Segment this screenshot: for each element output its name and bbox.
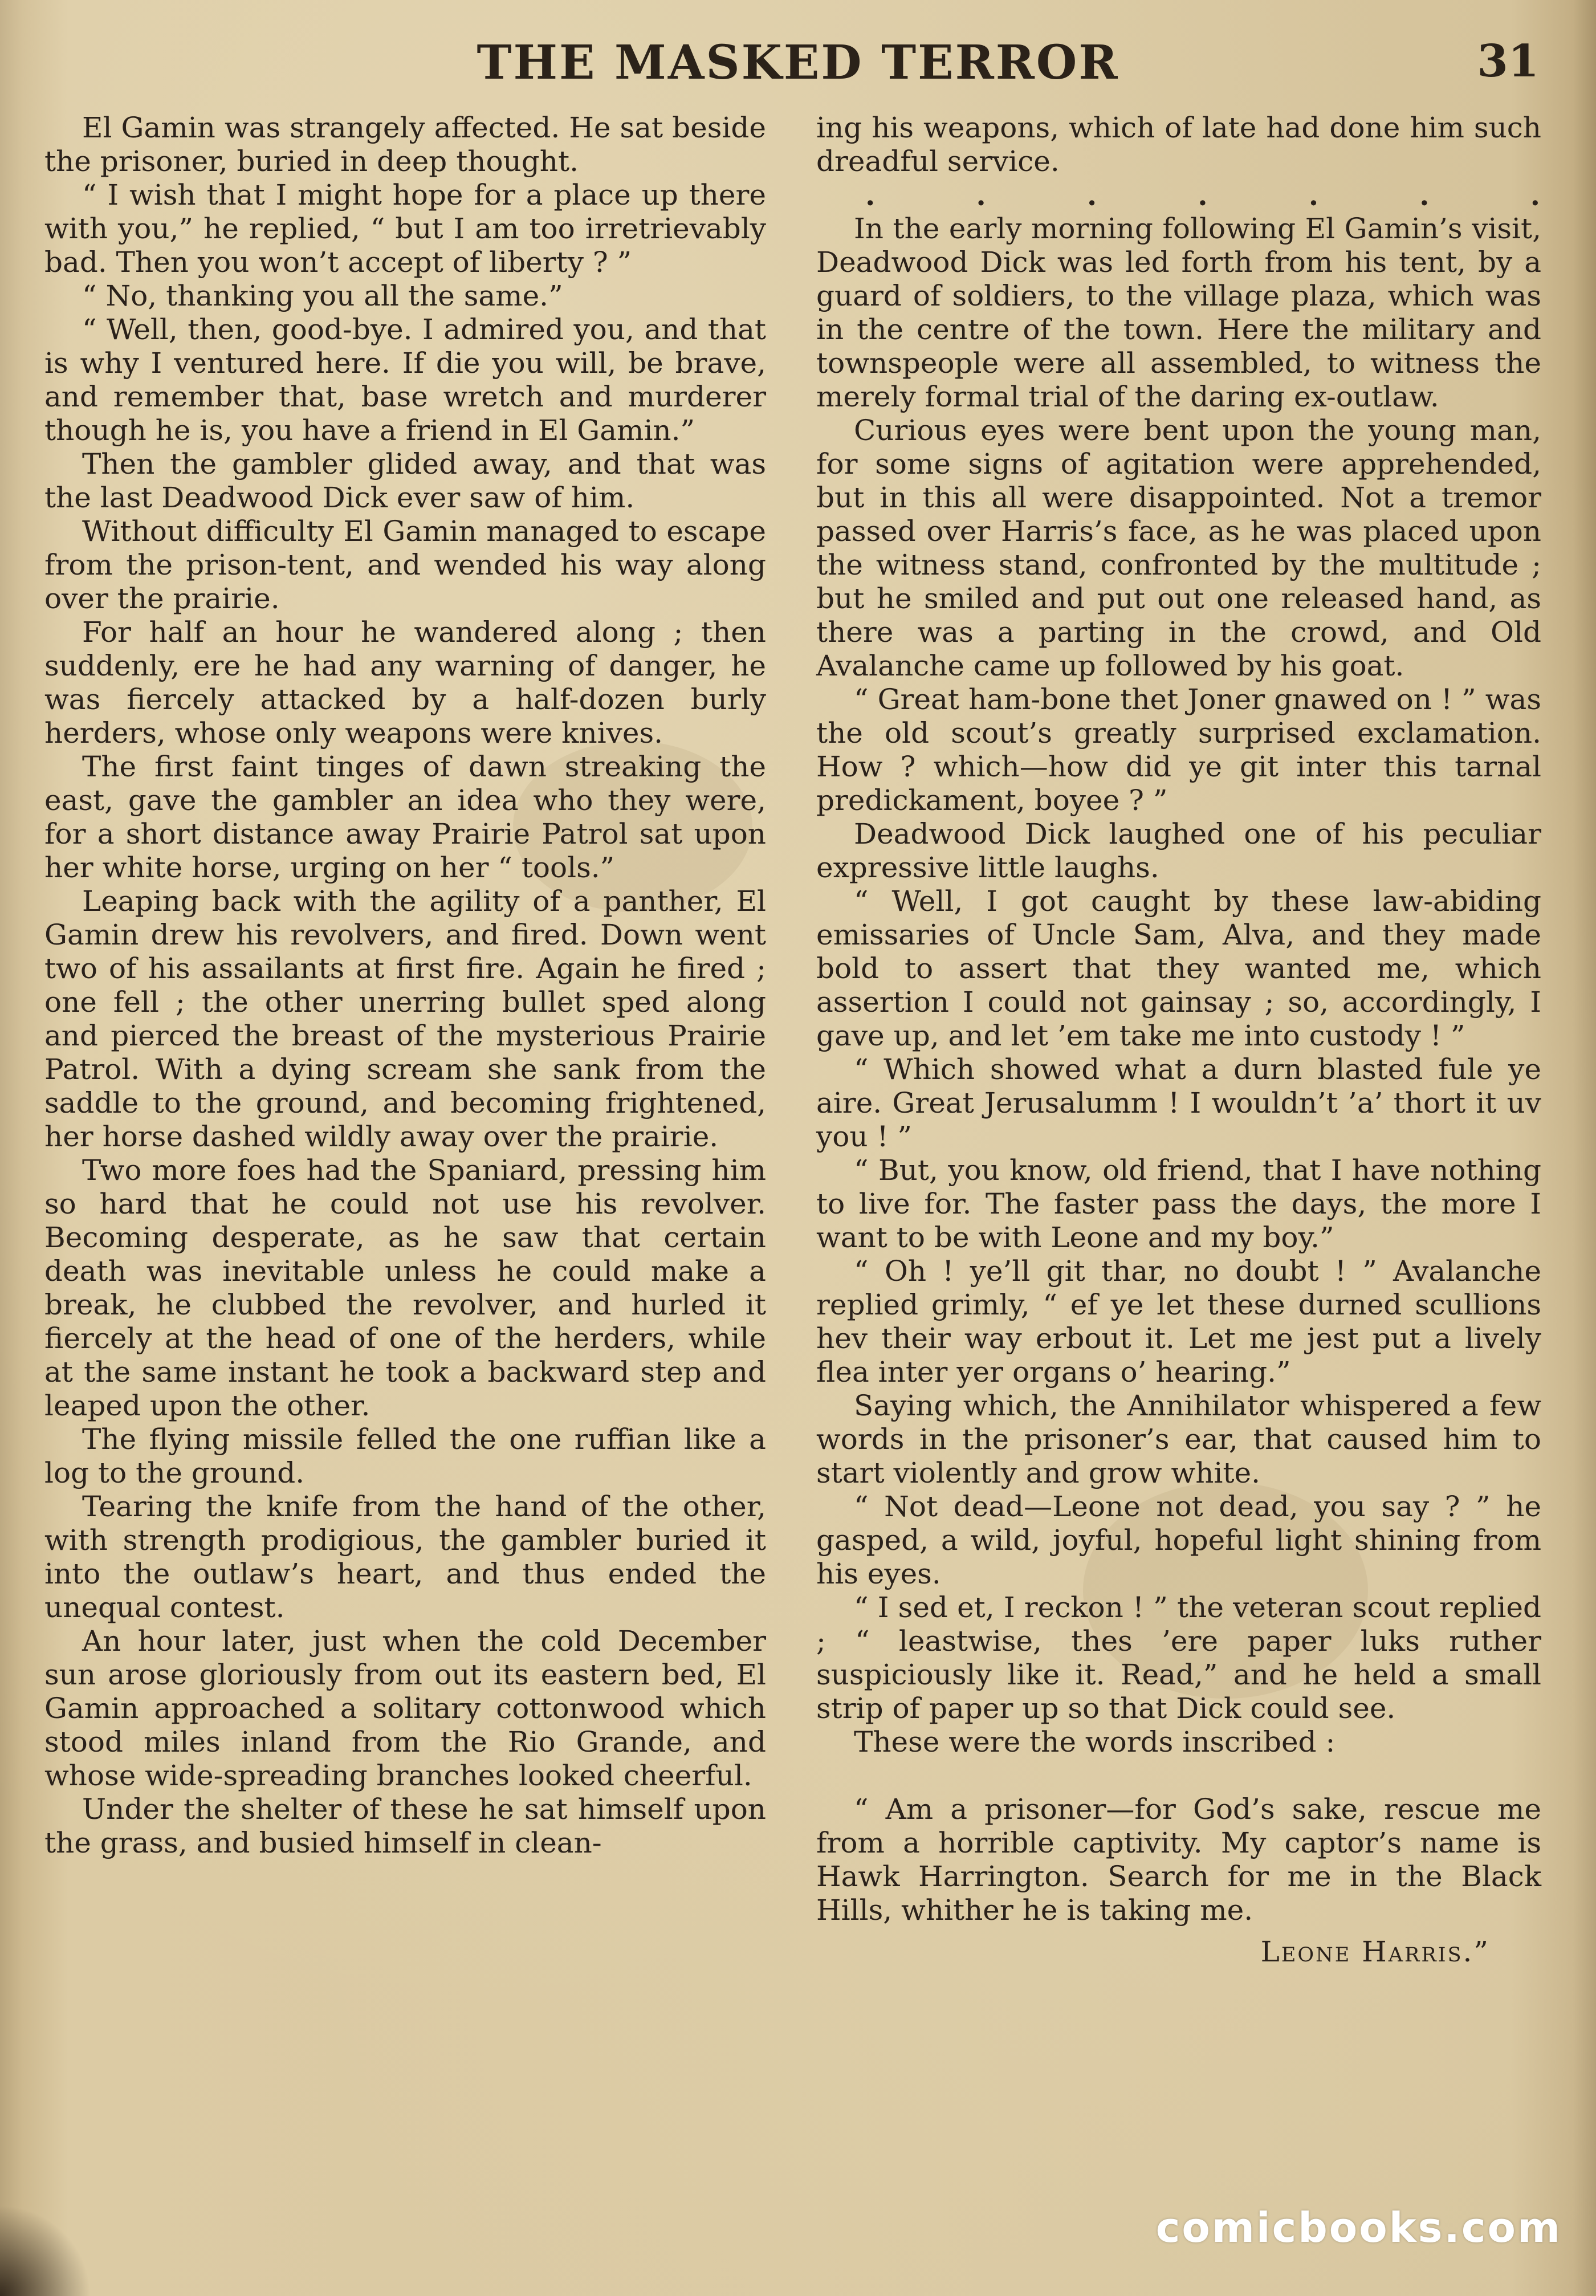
paragraph: Curious eyes were bent upon the young man, for some signs of agitation were apprehended, but in this all were disappointed. Not a tremor passed over Harris’s face, as he was placed upon the witness stand, confronted by the multitude ; but he smiled and put out one released hand, as there was a parting in the crowd, and Old Avalanche came up followed by his goat. — [816, 414, 1541, 682]
paragraph: The flying missile felled the one ruffian like a log to the ground. — [44, 1423, 766, 1489]
paragraph: “ I sed et, I reckon ! ” the veteran scout replied ; “ leastwise, thes ’ere paper luks ruther suspiciously like it. Read,” and he held a small strip of paper up so that Dick could see. — [816, 1591, 1541, 1725]
paragraph: Two more foes had the Spaniard, pressing him so hard that he could not use his revolver. Becoming desperate, as he saw that certain death was inevitable unless he could make a break, he clubbed the revolver, and hurled it fiercely at the head of one of the herders, while at the same instant he took a backward step and leaped upon the other. — [44, 1154, 766, 1422]
section-separator: . . . . . . . — [865, 178, 1541, 212]
right-column — [816, 111, 1541, 1969]
quoted-note: “ Am a prisoner—for God’s sake, rescue me from a horrible captivity. My captor’s name is Hawk Harrington. Search for me in the Black Hills, whither he is taking me. — [816, 1793, 1541, 1927]
paragraph: Then the gambler glided away, and that was the last Deadwood Dick ever saw of him. — [44, 447, 766, 514]
paragraph: Tearing the knife from the hand of the other, with strength prodigious, the gambler buried it into the outlaw’s heart, and thus ended the unequal contest. — [44, 1490, 766, 1624]
note-signature: Leone Harris.” — [1260, 1935, 1490, 1968]
paragraph: An hour later, just when the cold December sun arose gloriously from out its eastern bed, El Gamin approached a solitary cottonwood which stood miles inland from the Rio Grande, and whose wide-spreading branches looked cheerful. — [44, 1625, 766, 1792]
paragraph: Deadwood Dick laughed one of his peculiar expressive little laughs. — [816, 817, 1541, 884]
left-column — [44, 111, 766, 1860]
paragraph: “ Great ham-bone thet Joner gnawed on ! ” was the old scout’s greatly surprised exclamation. How ? which—how did ye git inter this tarnal predickament, boyee ? ” — [816, 683, 1541, 817]
paragraph: Without difficulty El Gamin managed to escape from the prison-tent, and wended his way along over the prairie. — [44, 515, 766, 615]
paragraph: “ No, thanking you all the same.” — [82, 279, 563, 312]
paragraph: “ Not dead—Leone not dead, you say ? ” he gasped, a wild, joyful, hopeful light shining from his eyes. — [816, 1490, 1541, 1590]
page-number: 31 — [1477, 35, 1539, 87]
paragraph: Under the shelter of these he sat himself upon the grass, and busied himself in clean- — [44, 1793, 766, 1859]
paragraph: For half an hour he wandered along ; then suddenly, ere he had any warning of danger, he was fiercely attacked by a half-dozen burly herders, whose only weapons were knives. — [44, 616, 766, 750]
paragraph: “ But, you know, old friend, that I have nothing to live for. The faster pass the days, the more I want to be with Leone and my boy.” — [816, 1154, 1541, 1254]
paragraph: Leaping back with the agility of a panther, El Gamin drew his revolvers, and fired. Down went two of his assailants at first fire. Again he fired ; one fell ; the other unerring bullet sped along and pierced the breast of the mysterious Prairie Patrol. With a dying scream she sank from the saddle to the ground, and becoming frightened, her horse dashed wildly away over the prairie. — [44, 885, 766, 1153]
paragraph: Saying which, the Annihilator whispered a few words in the prisoner’s ear, that caused him to start violently and grow white. — [816, 1389, 1541, 1489]
paragraph: “ I wish that I might hope for a place up there with you,” he replied, “ but I am too irretrievably bad. Then you won’t accept of liberty ? ” — [44, 178, 766, 279]
paragraph: The first faint tinges of dawn streaking the east, gave the gambler an idea who they were, for a short distance away Prairie Patrol sat upon her white horse, urging on her “ tools.” — [44, 750, 766, 884]
running-title: THE MASKED TERROR — [477, 35, 1119, 90]
paragraph-continuation: ing his weapons, which of late had done him such dreadful service. — [816, 111, 1541, 178]
paragraph: In the early morning following El Gamin’s visit, Deadwood Dick was led forth from his tent, by a guard of soldiers, to the village plaza, which was in the centre of the town. Here the military and townspeople were all assembled, to witness the merely formal trial of the daring ex-outlaw. — [816, 212, 1541, 413]
paragraph: “ Oh ! ye’ll git thar, no doubt ! ” Avalanche replied grimly, “ ef ye let these durned scullions hev their way erbout it. Let me jest put a lively flea inter yer organs o’ hearing.” — [816, 1255, 1541, 1389]
paragraph: “ Which showed what a durn blasted fule ye aire. Great Jerusalumm ! I wouldn’t ’a’ thort it uv you ! ” — [816, 1053, 1541, 1153]
page-corner-shadow — [0, 2205, 91, 2296]
paragraph: These were the words inscribed : — [854, 1725, 1336, 1758]
paragraph: El Gamin was strangely affected. He sat beside the prisoner, buried in deep thought. — [44, 111, 766, 178]
paragraph: “ Well, I got caught by these law-abiding emissaries of Uncle Sam, Alva, and they made bold to assert that they wanted me, which assertion I could not gainsay ; so, accordingly, I gave up, and let ’em take me into custody ! ” — [816, 885, 1541, 1052]
watermark-logo: comicbooks.com — [1155, 2204, 1562, 2252]
paragraph: “ Well, then, good-bye. I admired you, and that is why I ventured here. If die you will, be brave, and remember that, base wretch and murderer though he is, you have a friend in El Gamin.” — [44, 313, 766, 447]
